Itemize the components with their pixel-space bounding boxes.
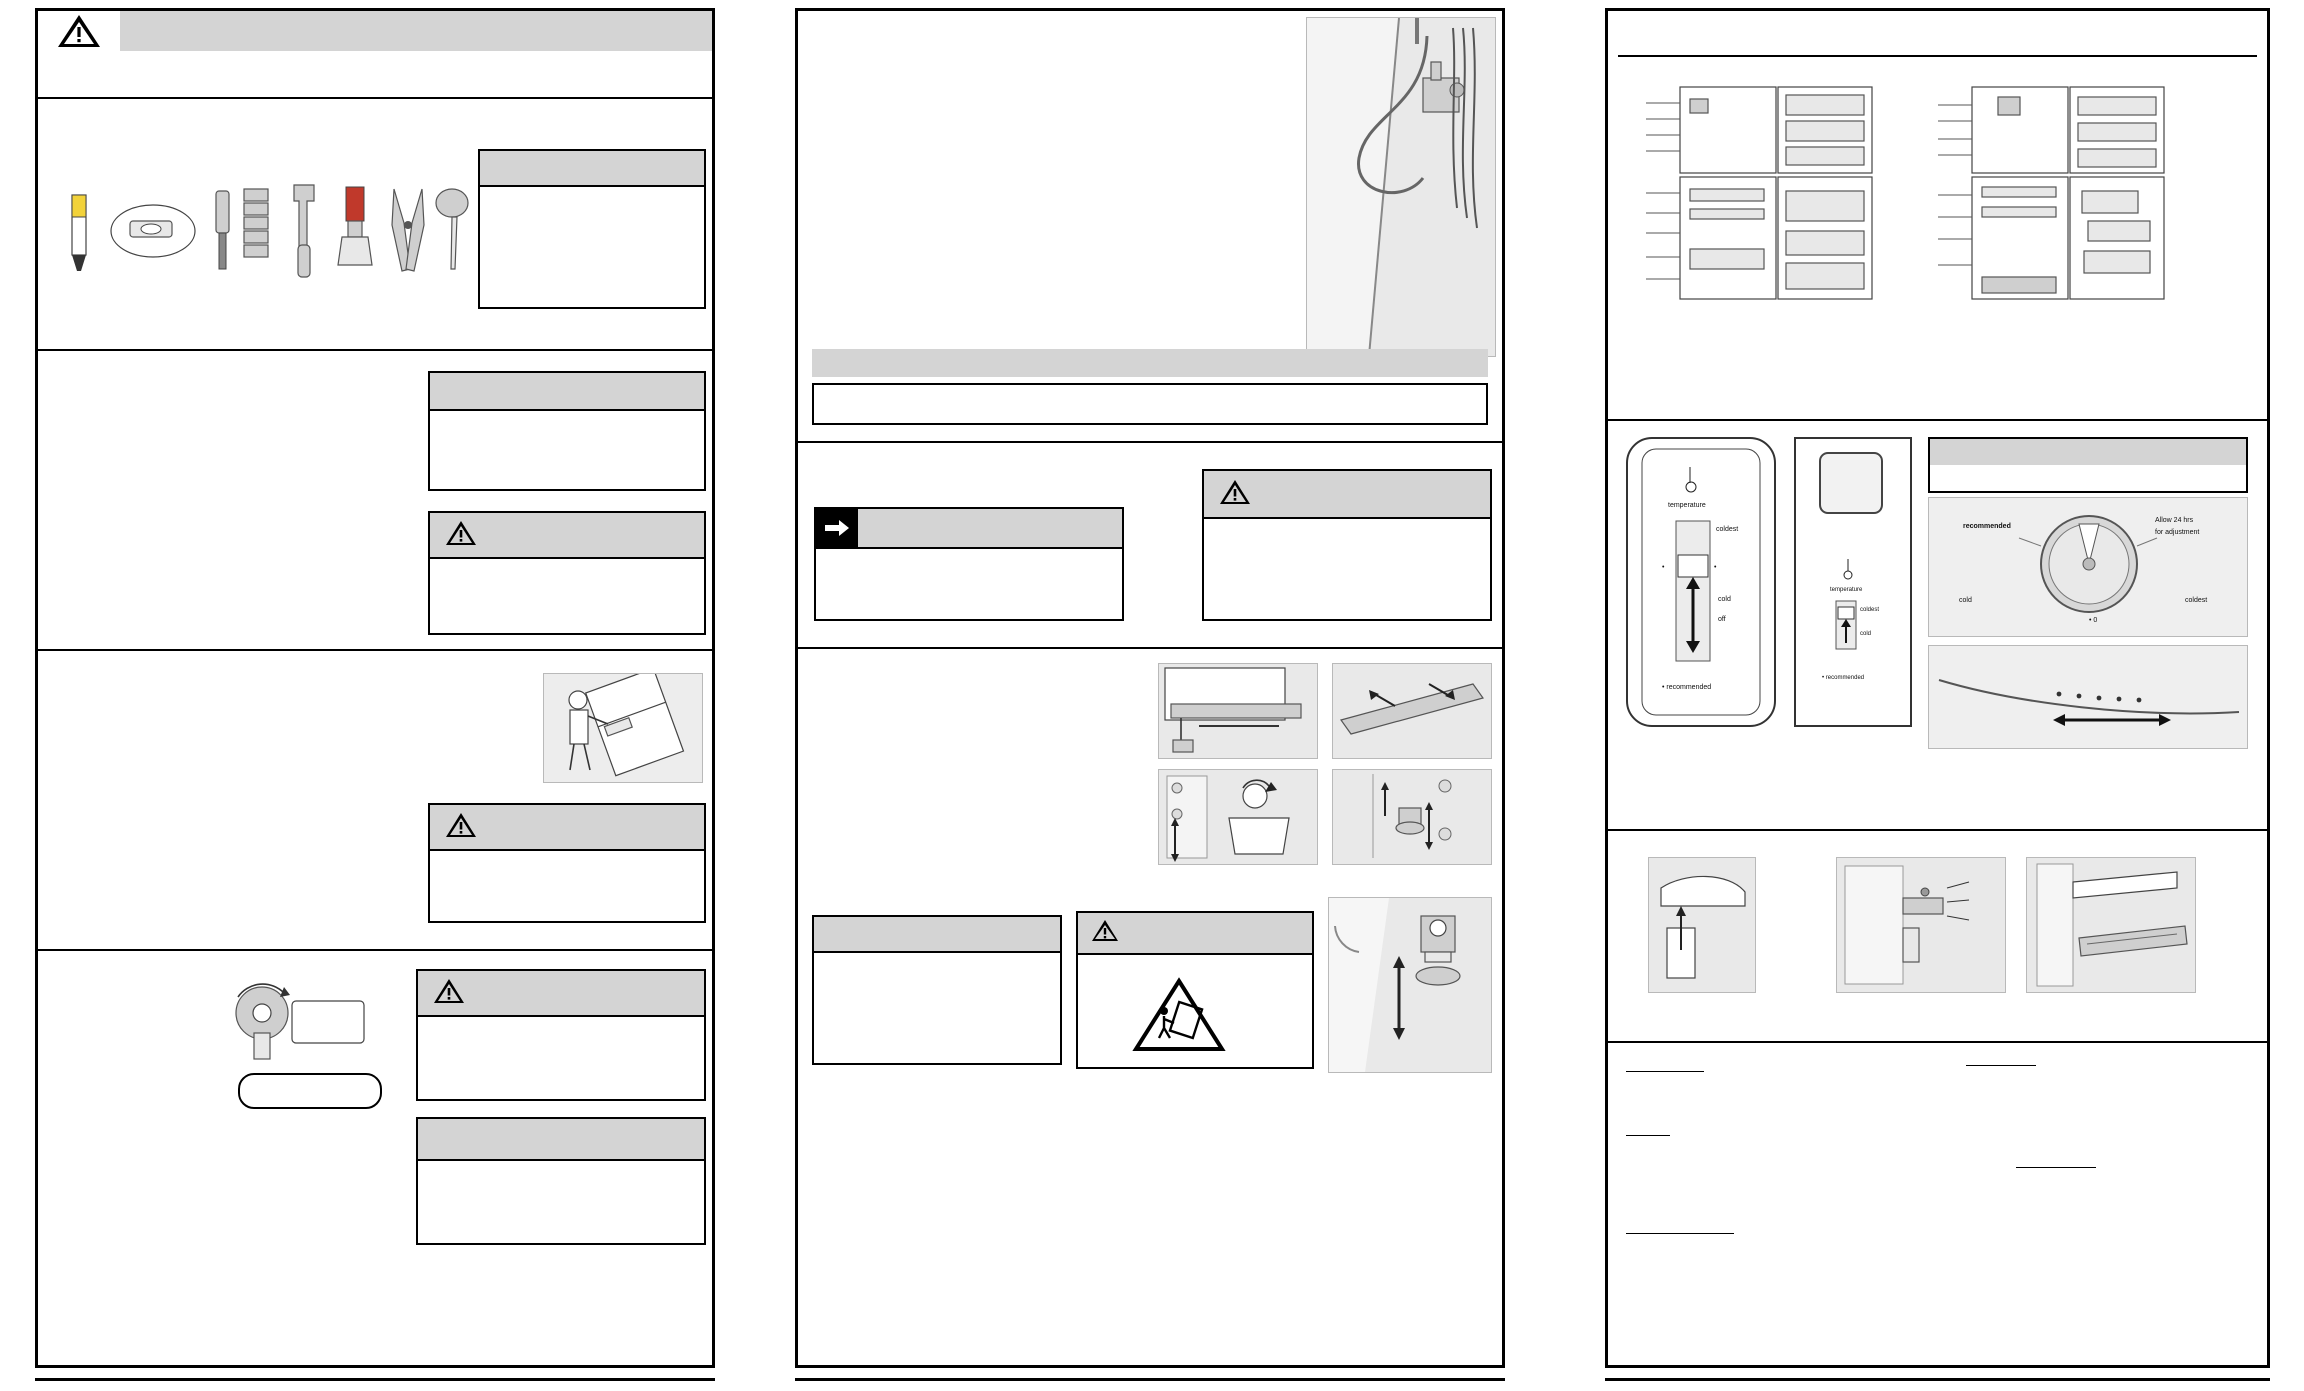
- controls-block: [1608, 421, 2267, 831]
- door-closing-body: [814, 953, 1060, 1065]
- tools-panel: [478, 149, 706, 309]
- footer-rule: [35, 1378, 715, 1381]
- warning-triangle-icon: [38, 11, 120, 51]
- warning-triangle-icon: [1218, 478, 1252, 511]
- unpack-panel-heading: [430, 373, 704, 411]
- base-grille-detach-figure: [1332, 663, 1492, 759]
- svg-text:• recommended: • recommended: [1822, 675, 1865, 681]
- svg-text:temperature: temperature: [1668, 502, 1706, 509]
- note-line: [1626, 1071, 1704, 1072]
- water-warning-panel-2: [416, 1117, 706, 1245]
- warning-banner-title: [120, 11, 712, 51]
- tip-over-warning-panel: [1076, 911, 1314, 1069]
- unpack-warning-panel: [428, 511, 706, 635]
- note-body: [816, 549, 1122, 621]
- unpack-warning-body: [430, 559, 704, 637]
- tools-panel-body: [480, 187, 704, 307]
- footer-rule: [795, 1378, 1505, 1381]
- note-line: [1626, 1135, 1670, 1136]
- side-by-side-refrigerator-diagram: [1646, 81, 1896, 311]
- column-3: [1605, 8, 2270, 1368]
- temperature-control-panel-vertical: [1626, 437, 1776, 727]
- door-closing-panel: [812, 915, 1062, 1065]
- base-grille-removal-figure: [1158, 663, 1318, 759]
- warning-banner-block: [38, 11, 712, 131]
- tools-panel-heading: [480, 151, 704, 187]
- grey-banner-title: [812, 349, 1488, 377]
- svg-text:•: •: [1714, 564, 1717, 571]
- water-warning-2-body: [418, 1161, 704, 1247]
- svg-text:cold: cold: [1718, 596, 1731, 603]
- move-warning-body: [430, 851, 704, 925]
- hinge-bracket-figure: [1836, 857, 2006, 993]
- unpack-block: [38, 351, 712, 651]
- slider-control-figure: [1928, 645, 2248, 749]
- warning-triangle-icon: [1090, 918, 1120, 948]
- warning-triangle-icon: [444, 519, 478, 552]
- svg-text:Allow 24 hrs: Allow 24 hrs: [2155, 517, 2194, 524]
- water-valve-label-pill: [238, 1073, 382, 1109]
- footer-rule: [1605, 1378, 2270, 1381]
- svg-text:coldest: coldest: [1860, 607, 1880, 613]
- arrow-right-icon: [816, 509, 858, 547]
- svg-text:•: •: [1662, 564, 1665, 571]
- shelf-install-figure: [1648, 857, 1756, 993]
- warning-banner-body: [38, 51, 712, 99]
- unpack-panel-body: [430, 411, 704, 491]
- svg-text:coldest: coldest: [1716, 526, 1739, 533]
- svg-text:recommended: recommended: [1963, 523, 2011, 530]
- svg-text:temperature: temperature: [1830, 587, 1863, 593]
- svg-text:for adjustment: for adjustment: [2155, 529, 2200, 536]
- water-valve-illustration: [218, 977, 398, 1067]
- warning-block-body: [1204, 519, 1490, 623]
- models-block: [1608, 11, 2267, 421]
- warning-block: [1202, 469, 1492, 621]
- svg-text:off: off: [1718, 616, 1726, 623]
- roller-adjust-figure: [1332, 769, 1492, 865]
- svg-text:cold: cold: [1860, 631, 1872, 637]
- door-closing-heading: [814, 917, 1060, 953]
- water-warning-2-title: [418, 1119, 704, 1161]
- temperature-control-dial: [1928, 497, 2248, 637]
- person-moving-appliance-illustration: [543, 673, 703, 783]
- column-2: [795, 8, 1505, 1368]
- tools-needed-illustration: [58, 155, 468, 305]
- temperature-control-panel-small: [1794, 437, 1912, 727]
- grey-banner-body: [812, 383, 1488, 425]
- leveling-screw-figure: [1328, 897, 1492, 1073]
- note-line: [1966, 1065, 2036, 1066]
- move-block: [38, 651, 712, 951]
- svg-text:• 0: • 0: [2089, 617, 2098, 624]
- note-line: [1626, 1233, 1734, 1234]
- svg-text:cold: cold: [1959, 597, 1972, 604]
- unpack-panel: [428, 371, 706, 491]
- move-warning-panel: [428, 803, 706, 923]
- water-line-connection-photo: [1306, 17, 1496, 357]
- top-freezer-refrigerator-diagram: [1938, 81, 2188, 311]
- water-warning-panel-1: [416, 969, 706, 1101]
- water-connection-block: [798, 11, 1502, 389]
- tip-over-warning-body: [1078, 955, 1312, 1071]
- warning-triangle-icon: [432, 977, 466, 1010]
- column-1: [35, 8, 715, 1368]
- warning-triangle-icon: [444, 811, 478, 844]
- door-bin-figure: [2026, 857, 2196, 993]
- tools-block: [38, 131, 712, 351]
- tip-over-hazard-icon: [1134, 979, 1224, 1056]
- shelves-block: [1608, 831, 2267, 1043]
- note-block: [814, 507, 1124, 621]
- water-valve-block: [38, 951, 712, 1251]
- footer-notes-block: [1608, 1043, 2267, 1361]
- note-line: [2016, 1167, 2096, 1168]
- svg-text:• recommended: • recommended: [1662, 684, 1712, 691]
- dial-panel-heading: [1928, 437, 2248, 493]
- note-warning-block: [798, 447, 1502, 647]
- svg-text:coldest: coldest: [2185, 597, 2208, 604]
- leveling-leg-adjust-figure: [1158, 769, 1318, 865]
- water-warning-1-body: [418, 1017, 704, 1103]
- leveling-block: [798, 653, 1502, 1163]
